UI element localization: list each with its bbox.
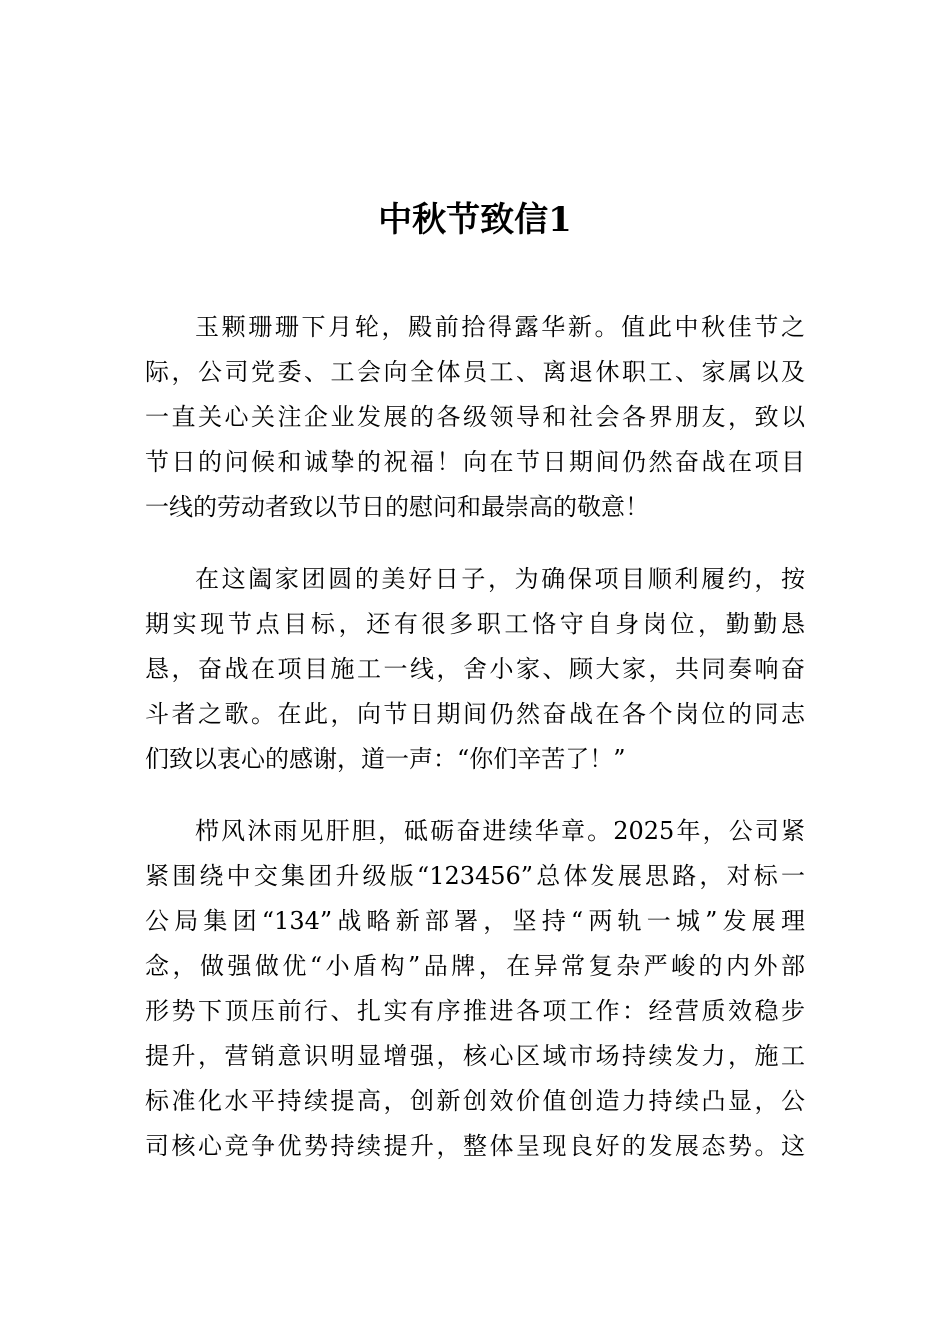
document-body: [145, 305, 805, 1196]
text-line: 一直关心关注企业发展的各级领导和社会各界朋友，致以: [145, 403, 805, 431]
text-line: 玉颗珊珊下月轮，殿前拾得露华新。值此中秋佳节之: [195, 313, 805, 341]
text-line: 一线的劳动者致以节日的慰问和最崇高的敬意！: [145, 493, 649, 521]
text-line: 形势下顶压前行、扎实有序推进各项工作：经营质效稳步: [145, 997, 805, 1025]
text-line: 斗者之歌。在此，向节日期间仍然奋战在各个岗位的同志: [145, 700, 805, 728]
text-line: 标准化水平持续提高，创新创效价值创造力持续凸显，公: [145, 1087, 805, 1115]
text-line: 栉风沐雨见肝胆，砥砺奋进续华章。2025年，公司紧: [195, 817, 805, 845]
text-line: 提升，营销意识明显增强，核心区域市场持续发力，施工: [145, 1042, 805, 1070]
text-line: 恳，奋战在项目施工一线，舍小家、顾大家，共同奏响奋: [145, 655, 805, 683]
text-line: 期实现节点目标，还有很多职工恪守自身岗位，勤勤恳: [145, 610, 805, 638]
text-line: 紧围绕中交集团升级版“123456”总体发展思路，对标一: [145, 862, 805, 890]
text-line: 念，做强做优“小盾构”品牌，在异常复杂严峻的内外部: [145, 952, 805, 980]
text-line: 们致以衷心的感谢，道一声：“你们辛苦了！”: [145, 745, 626, 773]
text-line: 司核心竞争优势持续提升，整体呈现良好的发展态势。这: [145, 1132, 805, 1160]
text-line: 节日的问候和诚挚的祝福！向在节日期间仍然奋战在项目: [145, 448, 805, 476]
paragraph-review: [145, 809, 805, 1169]
paragraph-thanks: [145, 557, 805, 782]
text-line: 公局集团“134”战略新部署，坚持“两轨一城”发展理: [145, 907, 805, 935]
document-title: 中秋节致信1: [378, 200, 572, 240]
text-line: 在这阖家团圆的美好日子，为确保项目顺利履约，按: [195, 565, 805, 593]
text-line: 际，公司党委、工会向全体员工、离退休职工、家属以及: [145, 358, 805, 386]
paragraph-greeting: [145, 305, 805, 530]
